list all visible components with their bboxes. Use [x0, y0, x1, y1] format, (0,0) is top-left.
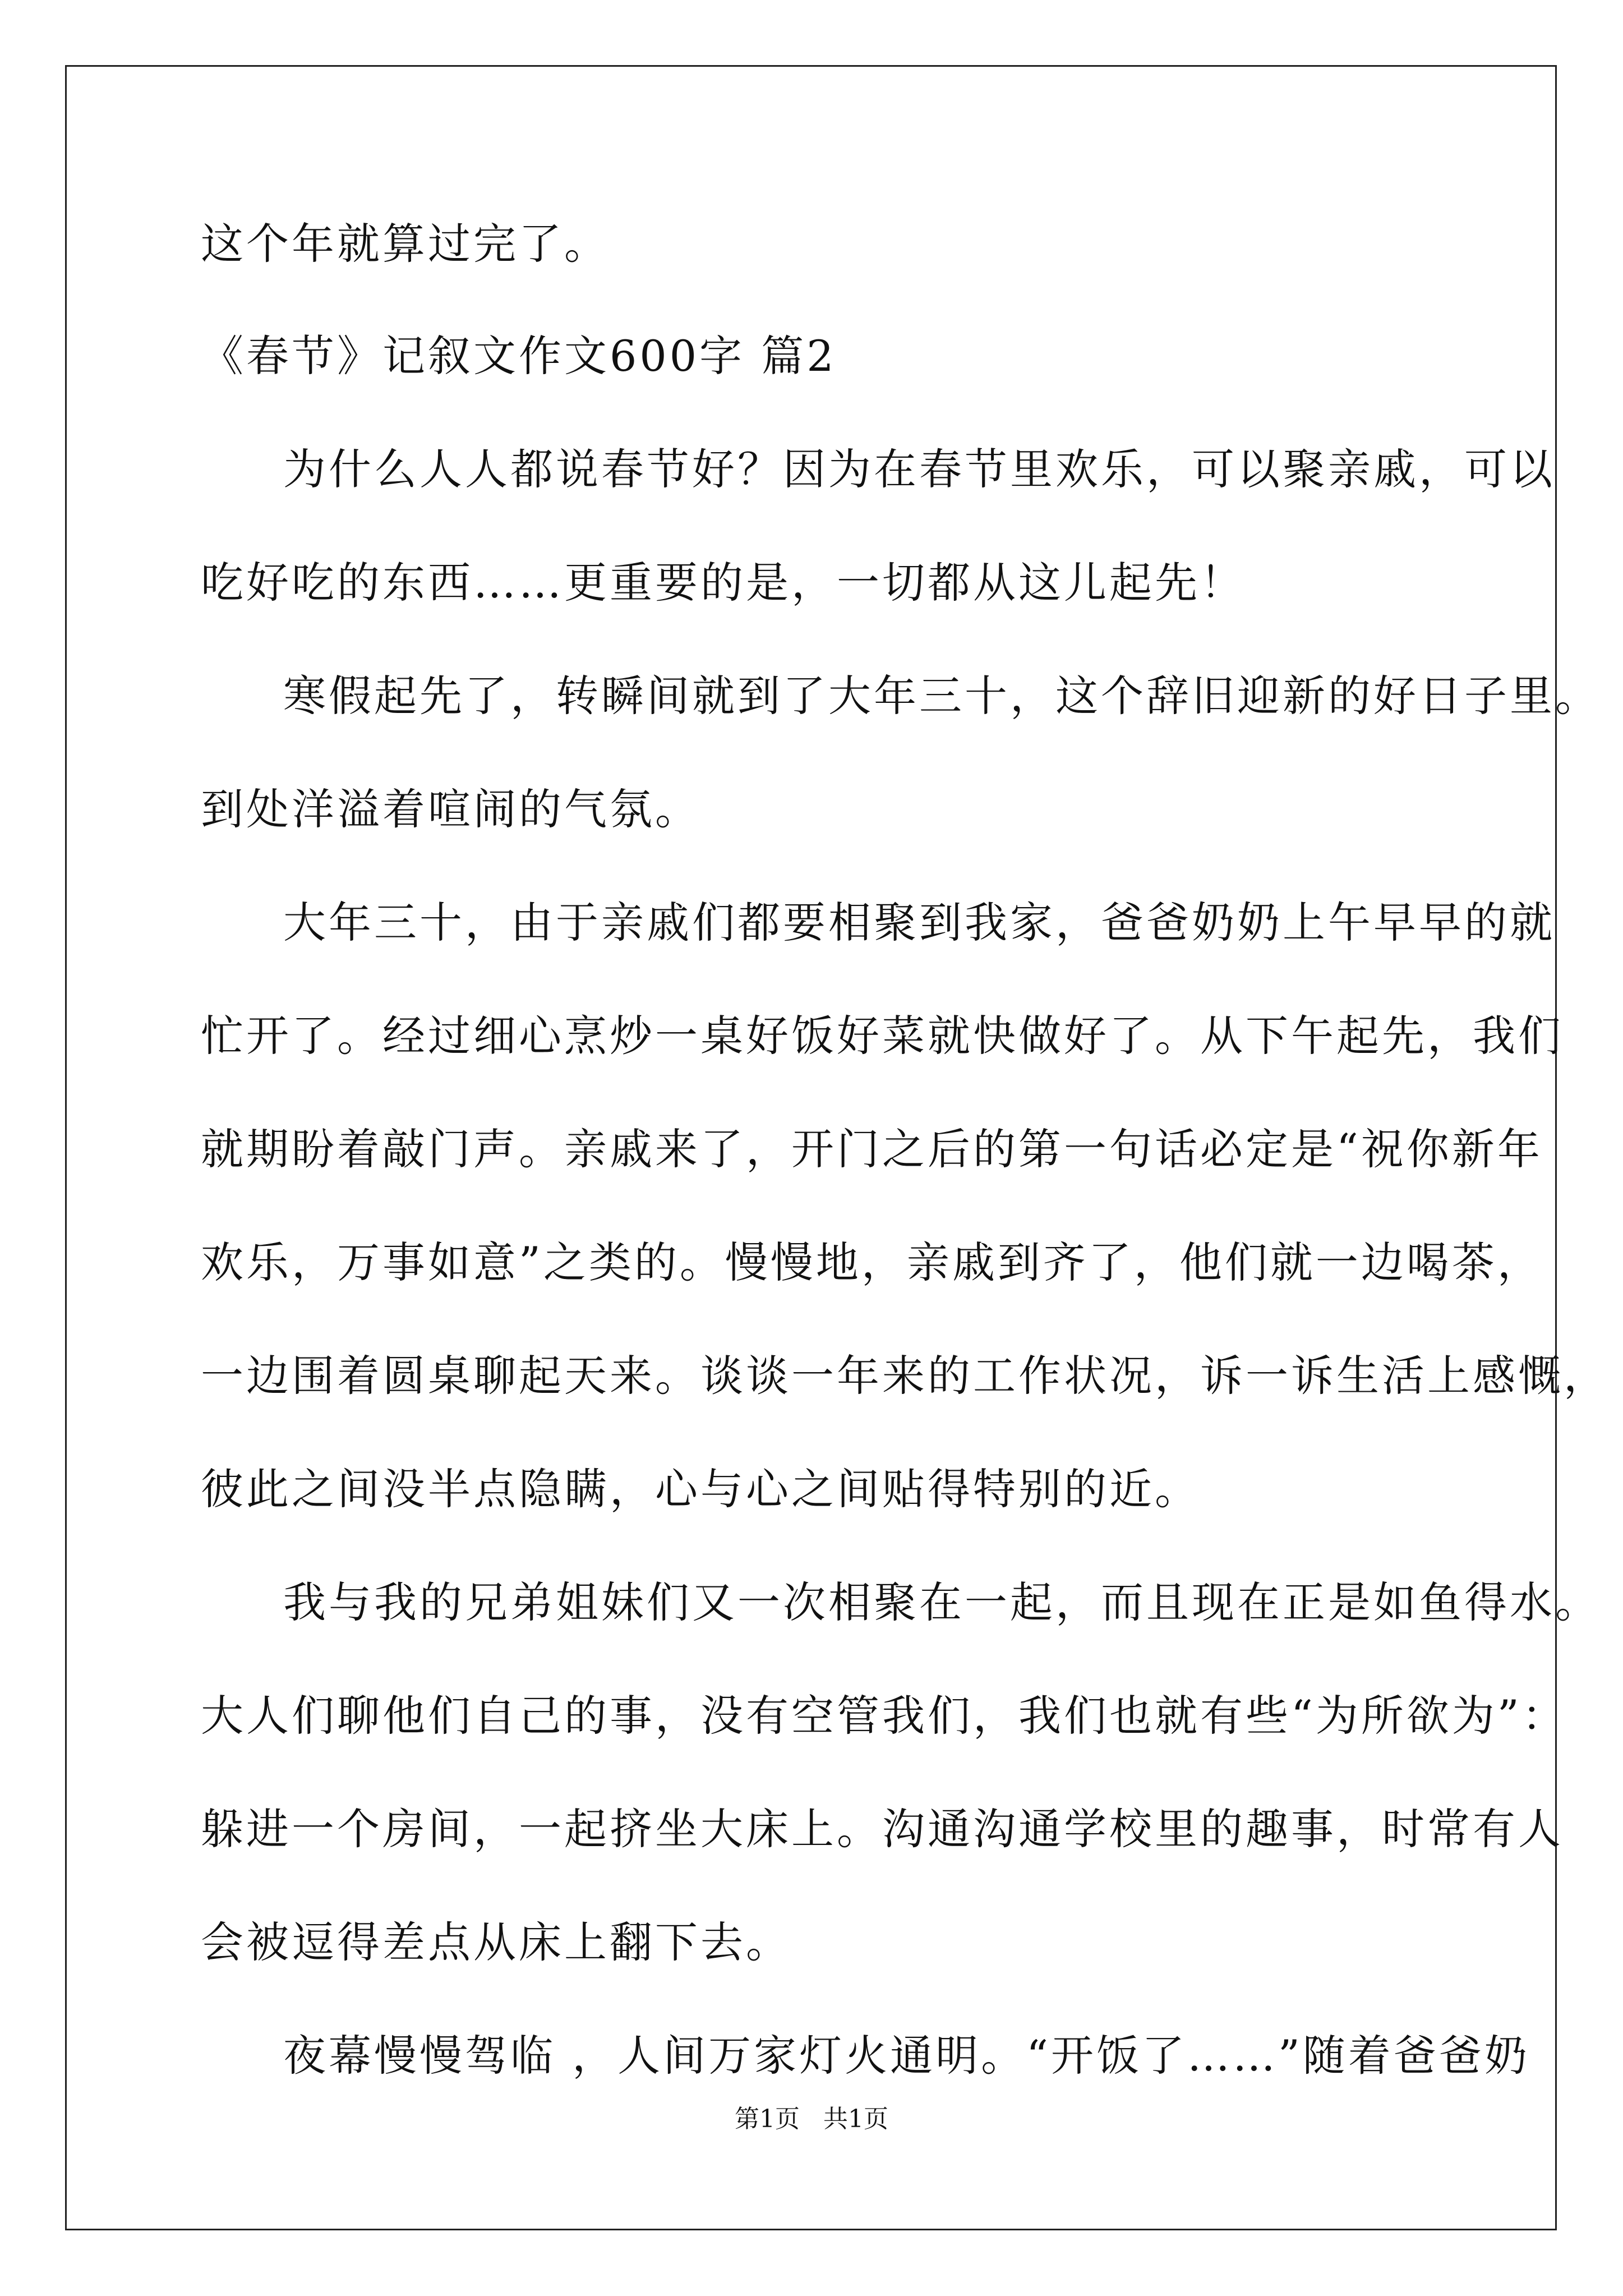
page-footer: 第1页 共1页 — [735, 2105, 888, 2133]
text-line: 就期盼着敲门声。亲戚来了，开门之后的第一句话必定是“祝你新年 — [201, 1124, 1543, 1174]
text-line: 我与我的兄弟姐妹们又一次相聚在一起，而且现在正是如鱼得水。 — [283, 1577, 1601, 1627]
text-line: 吃好吃的东西……更重要的是，一切都从这儿起先！ — [201, 558, 1246, 608]
text-line: 彼此之间没半点隐瞒，心与心之间贴得特别的近。 — [201, 1464, 1200, 1514]
text-line: 为什么人人都说春节好？因为在春节里欢乐，可以聚亲戚，可以 — [283, 444, 1555, 494]
text-line: 欢乐，万事如意”之类的。慢慢地，亲戚到齐了，他们就一边喝茶， — [201, 1237, 1543, 1287]
text-line: 躲进一个房间，一起挤坐大床上。沟通沟通学校里的趣事，时常有人 — [201, 1804, 1564, 1854]
text-line: 一边围着圆桌聊起天来。谈谈一年来的工作状况，诉一诉生活上感慨， — [201, 1351, 1609, 1401]
text-line: 大年三十，由于亲戚们都要相聚到我家，爸爸奶奶上午早早的就 — [283, 898, 1555, 947]
text-line: 这个年就算过完了。 — [201, 219, 610, 269]
text-line: 到处洋溢着喧闹的气氛。 — [201, 784, 700, 834]
text-line: 忙开了。经过细心烹炒一桌好饭好菜就快做好了。从下午起先，我们 — [201, 1011, 1564, 1061]
section-heading: 《春节》记叙文作文600字 篇2 — [201, 331, 837, 381]
text-line: 会被逗得差点从床上翻下去。 — [201, 1917, 791, 1967]
text-line: 大人们聊他们自己的事，没有空管我们，我们也就有些“为所欲为”： — [201, 1691, 1567, 1741]
text-line: 寒假起先了，转瞬间就到了大年三十，这个辞旧迎新的好日子里。 — [283, 671, 1601, 721]
text-line: 夜幕慢慢驾临 ，人间万家灯火通明。“开饭了……”随着爸爸奶 — [283, 2031, 1530, 2081]
